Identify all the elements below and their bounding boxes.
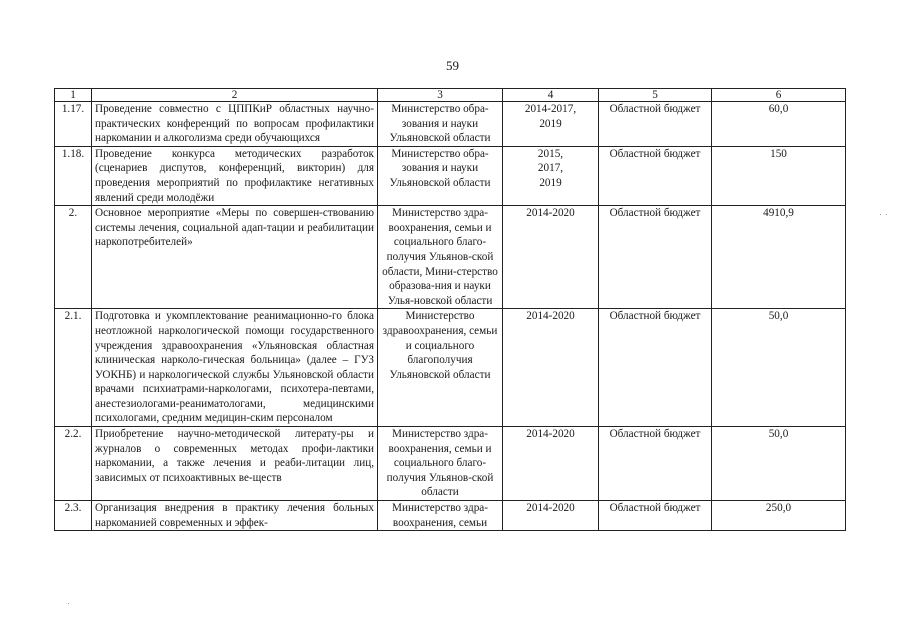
- row-description: Основное мероприятие «Меры по совершен-ствованию системы лечения, социальной адап-тации и реабилитации наркопотребителей»: [92, 206, 378, 309]
- row-term: [503, 146, 599, 205]
- row-description: Приобретение научно-методической литерату-ры и журналов о современных методах профи-лактики наркомании, а также лечения и реаби-литации лиц, зависимых от психоактивных ве-ществ: [92, 427, 378, 501]
- program-table: [54, 88, 846, 531]
- row-executor: Министерство здра-воохранения, семьи и социального благо-получия Ульянов-ской области: [378, 427, 503, 501]
- row-funding-source: Областной бюджет: [599, 309, 712, 427]
- header-col-6: 6: [712, 89, 846, 102]
- row-number: 2.1.: [55, 309, 92, 427]
- header-col-3: 3: [378, 89, 503, 102]
- row-number: 1.17.: [55, 102, 92, 147]
- table-row: [55, 309, 846, 427]
- header-col-4: 4: [503, 89, 599, 102]
- row-executor: Министерство обра-зования и науки Ульяновской области: [378, 102, 503, 147]
- row-executor: Министерство здра-воохранения, семьи: [378, 501, 503, 531]
- row-number: 2.: [55, 206, 92, 309]
- row-number: 2.3.: [55, 501, 92, 531]
- term-line: 2014-2020: [526, 428, 575, 441]
- row-funding-source: Областной бюджет: [599, 501, 712, 531]
- term-line: 2014-2020: [526, 207, 575, 220]
- row-amount: 150: [712, 146, 846, 205]
- header-col-5: 5: [599, 89, 712, 102]
- row-term: [503, 501, 599, 531]
- row-term: [503, 309, 599, 427]
- table-row: [55, 501, 846, 531]
- row-description: Организация внедрения в практику лечения больных наркоманией современных и эффек-: [92, 501, 378, 531]
- term-line: 2014-2020: [526, 502, 575, 515]
- row-funding-source: Областной бюджет: [599, 146, 712, 205]
- row-executor: Министерство здравоохранения, семьи и социального благополучия Ульяновской области: [378, 309, 503, 427]
- row-number: 2.2.: [55, 427, 92, 501]
- row-number: 1.18.: [55, 146, 92, 205]
- term-line: 2019: [539, 117, 562, 130]
- header-row: [55, 89, 846, 102]
- row-term: [503, 102, 599, 147]
- row-amount: 250,0: [712, 501, 846, 531]
- header-col-2: 2: [92, 89, 378, 102]
- row-funding-source: Областной бюджет: [599, 102, 712, 147]
- row-amount: 50,0: [712, 427, 846, 501]
- term-line: 2014-2017,: [524, 103, 577, 115]
- row-amount: 50,0: [712, 309, 846, 427]
- page-number: 59: [446, 58, 459, 73]
- term-line: 2015,: [537, 147, 564, 160]
- row-funding-source: Областной бюджет: [599, 427, 712, 501]
- row-amount: 60,0: [712, 102, 846, 147]
- scan-speck: [68, 603, 69, 604]
- header-col-1: 1: [55, 89, 92, 102]
- term-line: 2014-2020: [526, 310, 575, 323]
- row-amount: 4910,9: [712, 206, 846, 309]
- term-line: 2017,: [537, 162, 564, 175]
- table-row: [55, 146, 846, 205]
- scan-speck: [886, 214, 887, 215]
- scan-speck: [880, 214, 881, 215]
- row-executor: Министерство обра-зования и науки Ульяновской области: [378, 146, 503, 205]
- row-term: [503, 427, 599, 501]
- term-line: 2019: [539, 176, 562, 189]
- row-description: Проведение конкурса методических разработок (сценариев диспутов, конференций, викторин) для проведения мероприятий по профилактике негативных явлений среди молодёжи: [92, 146, 378, 205]
- table-row: [55, 102, 846, 147]
- row-term: [503, 206, 599, 309]
- row-executor: Министерство здра-воохранения, семьи и социального благо-получия Ульянов-ской области, Мини-стерство образова-ния и науки Улья-новской области: [378, 206, 503, 309]
- row-description: Подготовка и укомплектование реанимационно-го блока неотложной наркологической помощи государственного учреждения здравоохранения «Ульяновская областная клиническая нарколо-гическая больница» (далее – ГУЗ УОКНБ) и наркологической службы Ульяновской области врачами психиатрами-наркологами, психотера-певтами, анестезиологами-реаниматологами, медицинскими психологами, средним медицин-ским персоналом: [92, 309, 378, 427]
- table-row: [55, 427, 846, 501]
- row-funding-source: Областной бюджет: [599, 206, 712, 309]
- table-row: [55, 206, 846, 309]
- row-description: Проведение совместно с ЦППКиР областных научно-практических конференций по вопросам профилактики наркомании и алкоголизма среди обучающихся: [92, 102, 378, 147]
